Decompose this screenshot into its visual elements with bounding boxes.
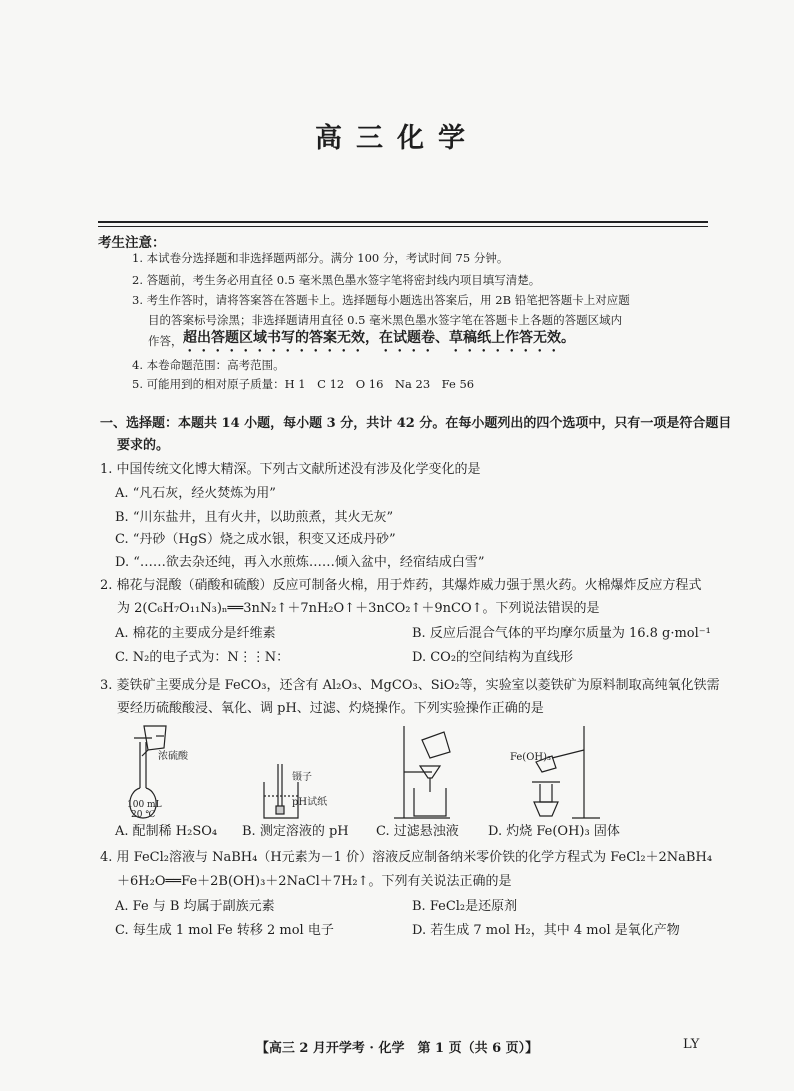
- q4-stem-2: ＋6H₂O══Fe＋2B(OH)₃＋2NaCl＋7H₂↑。下列有关说法正确的是: [117, 874, 512, 889]
- q2-option-c: C. N₂的电子式为：N⋮⋮N：: [115, 650, 290, 665]
- notice-item-2: 2. 答题前，考生务必用直径 0.5 毫米黑色墨水签字笔将密封线内项目填写清楚。: [132, 273, 541, 287]
- tweezers-label: 镊子: [292, 772, 312, 783]
- q4-option-d: D. 若生成 7 mol H₂，其中 4 mol 是氧化产物: [412, 923, 680, 938]
- q4-option-c: C. 每生成 1 mol Fe 转移 2 mol 电子: [115, 923, 334, 938]
- notice-item-3: 3. 考生作答时，请将答案答在答题卡上。选择题每小题选出答案后，用 2B 铅笔把答题卡上对应题: [132, 293, 630, 307]
- q3-option-b: B. 测定溶液的 pH: [242, 824, 349, 839]
- apparatus-filtration-icon: [392, 722, 462, 822]
- q2-option-d: D. CO₂的空间结构为直线形: [412, 650, 574, 665]
- q4-stem-1: 4. 用 FeCl₂溶液与 NaBH₄（H元素为－1 价）溶液反应制备纳米零价铁的化学方程式为 FeCl₂＋2NaBH₄: [100, 850, 713, 865]
- feoh-label: Fe(OH)₃: [510, 752, 552, 763]
- q1-option-c: C. “丹砂（HgS）烧之成水银，积变又还成丹砂”: [115, 532, 396, 547]
- q1-option-a: A. “凡石灰，经火焚炼为用”: [115, 486, 276, 501]
- notice-heading: 考生注意：: [98, 235, 166, 251]
- page-title: 高三化学: [315, 123, 479, 154]
- acid-label: 浓硫酸: [158, 751, 188, 762]
- notice-item-3-cont: 目的答案标号涂黑；非选择题请用直径 0.5 毫米黑色墨水签字笔在答题卡上各题的答题区域内: [148, 313, 623, 327]
- q3-option-a: A. 配制稀 H₂SO₄: [115, 824, 218, 839]
- footer-code: LY: [683, 1037, 700, 1052]
- flask-volume-label: 100 mL: [127, 800, 162, 810]
- q1-option-d: D. “……欲去杂还纯，再入水煎炼……倾入盆中，经宿结成白雪”: [115, 555, 485, 570]
- notice-emphasis: 超出答题区域书写的答案无效，在试题卷、草稿纸上作答无效。: [183, 330, 575, 346]
- q2-option-a: A. 棉花的主要成分是纤维素: [115, 626, 276, 641]
- q3-stem-1: 3. 菱铁矿主要成分是 FeCO₃，还含有 Al₂O₃、MgCO₃、SiO₂等，实验室以菱铁矿为原料制取高纯氧化铁需: [100, 678, 720, 693]
- notice-item-3-cont2: 作答，: [148, 334, 183, 348]
- q2-stem-1: 2. 棉花与混酸（硝酸和硫酸）反应可制备火棉，用于炸药，其爆炸威力强于黑火药。火棉爆炸反应方程式: [100, 578, 702, 593]
- header-rule-thick: [98, 221, 708, 223]
- apparatus-crucible-icon: [512, 722, 602, 822]
- q1-option-b: B. “川东盐井，且有火井，以助煎煮，其火无灰”: [115, 510, 394, 525]
- ph-paper-label: pH试纸: [292, 797, 328, 808]
- q1-stem: 1. 中国传统文化博大精深。下列古文献所述没有涉及化学变化的是: [100, 462, 481, 477]
- notice-item-5: 5. 可能用到的相对原子质量：H 1 C 12 O 16 Na 23 Fe 56: [132, 377, 475, 391]
- q3-option-d: D. 灼烧 Fe(OH)₃ 固体: [488, 824, 620, 839]
- q4-option-b: B. FeCl₂是还原剂: [412, 899, 518, 914]
- notice-item-4: 4. 本卷命题范围：高考范围。: [132, 358, 285, 372]
- notice-item-1: 1. 本试卷分选择题和非选择题两部分。满分 100 分，考试时间 75 分钟。: [132, 251, 509, 265]
- section-heading: 一、选择题：本题共 14 小题，每小题 3 分，共计 42 分。在每小题列出的四个选项中，只有一项是符合题目: [100, 416, 732, 431]
- page-footer: 【高三 2 月开学考 · 化学 第 1 页（共 6 页）】: [255, 1041, 539, 1056]
- q2-option-b: B. 反应后混合气体的平均摩尔质量为 16.8 g·mol⁻¹: [412, 626, 711, 641]
- header-rule-thin: [98, 226, 708, 227]
- q3-stem-2: 要经历硫酸酸浸、氧化、调 pH、过滤、灼烧操作。下列实验操作正确的是: [117, 701, 544, 716]
- q3-option-c: C. 过滤悬浊液: [376, 824, 459, 839]
- flask-temp-label: 20 ℃: [131, 810, 156, 820]
- q2-stem-2: 为 2(C₆H₇O₁₁N₃)ₙ══3nN₂↑＋7nH₂O↑＋3nCO₂↑＋9nCO↑。下列说法错误的是: [117, 601, 600, 616]
- section-heading-cont: 要求的。: [117, 438, 170, 453]
- q4-option-a: A. Fe 与 B 均属于副族元素: [115, 899, 275, 914]
